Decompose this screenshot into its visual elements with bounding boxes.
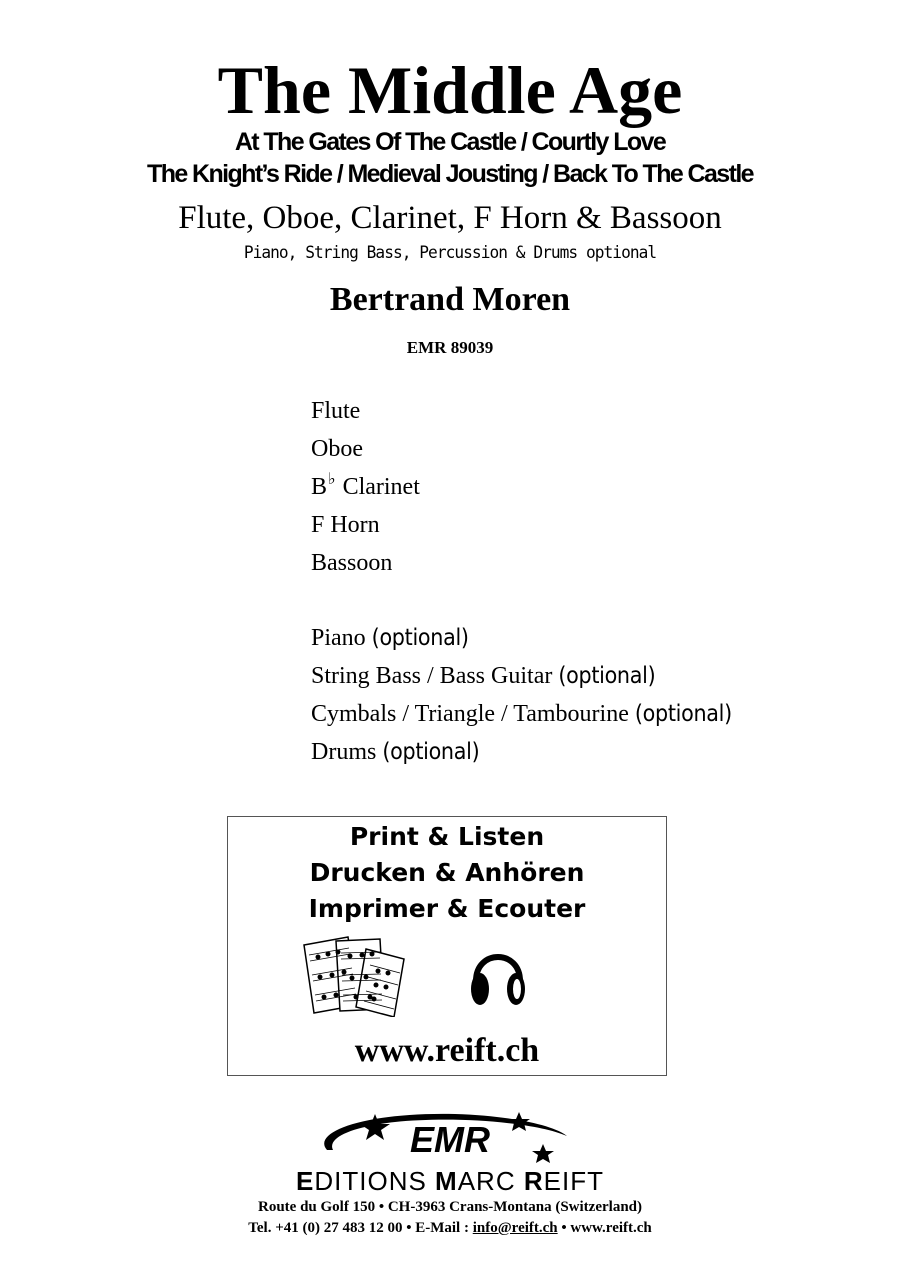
website-link[interactable]: www.reift.ch (354, 1032, 540, 1069)
publisher-initial-m: M (435, 1166, 458, 1196)
headphones-icon (468, 941, 528, 1011)
email-link[interactable]: info@reift.ch (472, 1220, 558, 1236)
logo-text: EMR (410, 1119, 490, 1160)
part-horn: F Horn (311, 512, 380, 538)
part-clarinet (311, 468, 732, 506)
piano-label: Piano (311, 625, 366, 651)
promo-line-fr: Imprimer & Ecouter (308, 894, 586, 923)
telephone: Tel. +41 (0) 27 483 12 00 • E-Mail : (248, 1220, 473, 1236)
web-address: • www.reift.ch (557, 1220, 652, 1236)
clarinet-label: Clarinet (342, 474, 420, 500)
emr-logo (305, 1110, 595, 1168)
part-string-bass (311, 657, 732, 695)
percussion-label: Cymbals / Triangle / Tambourine (311, 701, 629, 727)
part-bassoon: Bassoon (311, 550, 393, 576)
part-drums (311, 733, 732, 771)
optional-instruments: Piano, String Bass, Percussion & Drums optional (243, 243, 657, 263)
optional-label: (optional) (382, 739, 480, 765)
composer-name: Bertrand Moren (329, 281, 571, 318)
promo-line-de: Drucken & Anhören (309, 858, 585, 887)
clarinet-key: B (311, 474, 328, 500)
publisher-contact (0, 1217, 900, 1239)
subtitle-line-1: At The Gates Of The Castle / Courtly Love (234, 128, 666, 156)
promo-line-en: Print & Listen (349, 822, 545, 851)
publisher-part-1: DITIONS (314, 1166, 436, 1196)
instrumentation: Flute, Oboe, Clarinet, F Horn & Bassoon (178, 200, 722, 236)
string-bass-label: String Bass / Bass Guitar (311, 663, 553, 689)
part-oboe: Oboe (311, 436, 363, 462)
sheet-music-icon (300, 935, 412, 1017)
optional-label: (optional) (371, 625, 469, 651)
print-listen-box (227, 816, 667, 1076)
optional-label: (optional) (634, 701, 732, 727)
publisher-initial-r: R (523, 1166, 544, 1196)
optional-label: (optional) (558, 663, 656, 689)
publisher-initial-e: E (296, 1166, 315, 1196)
part-flute: Flute (311, 398, 361, 424)
publisher-address: Route du Golf 150 • CH-3963 Crans-Montana (Switzerland) (258, 1199, 642, 1215)
publisher-part-3: EIFT (543, 1166, 604, 1196)
parts-list (311, 392, 732, 771)
page-title: The Middle Age (217, 52, 683, 128)
part-piano (311, 619, 732, 657)
drums-label: Drums (311, 739, 377, 765)
publisher-part-2: ARC (457, 1166, 524, 1196)
catalog-code: EMR 89039 (406, 338, 494, 357)
subtitle-line-2: The Knight’s Ride / Medieval Jousting / Back To The Castle (147, 160, 753, 188)
part-percussion (311, 695, 732, 733)
flat-sign: ♭ (328, 471, 336, 488)
publisher-name (0, 1166, 900, 1196)
